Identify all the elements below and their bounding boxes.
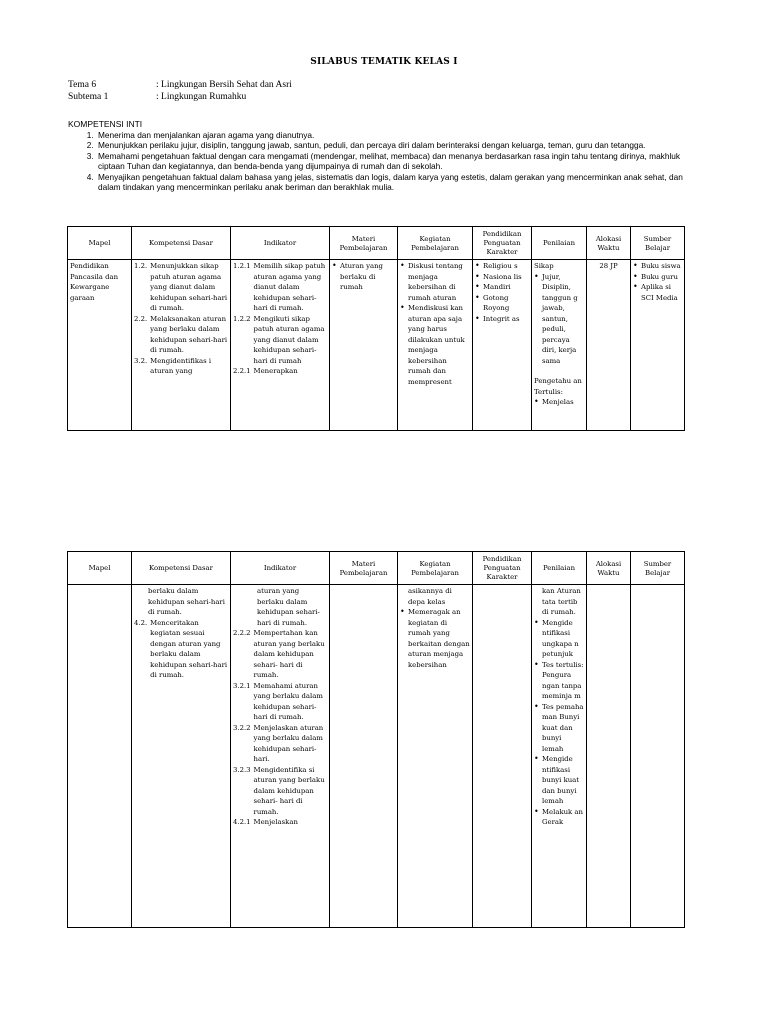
indikator-text: Mengidentifika si aturan yang berlaku dalam kehidupan sehari- hari di rumah.: [253, 765, 325, 816]
ppk-cell: [473, 585, 532, 928]
indikator-num: 1.2.2: [233, 314, 251, 323]
mapel-text: Pendidikan Pancasila dan Kewargane garaan: [70, 262, 119, 302]
alokasi-cell: [587, 260, 631, 431]
penilaian-text: • Melakuk an Gerak: [542, 807, 583, 826]
ppk-item: [475, 314, 529, 325]
indikator-text: Menjelaskan aturan yang berlaku dalam kehidupan sehari- hari.: [253, 723, 324, 763]
kd-text: Mengidentifikas i aturan yang: [150, 356, 212, 375]
indikator-num: 3.2.3: [233, 765, 251, 774]
penilaian-item: [534, 272, 584, 367]
alokasi-text: 28 JP: [599, 262, 618, 270]
kd-text: Menceritakan kegiatan sesuai dengan aturan yang berlaku dalam kehidupan sehari-hari di rumah.: [150, 618, 228, 679]
indikator-item: [233, 314, 327, 367]
ki-item: 1. Menerima dan menjalankan ajaran agama yang dianutnya.: [96, 130, 704, 140]
indikator-num: 4.2.1: [233, 818, 251, 826]
kd-text: Menunjukkan sikap patuh aturan agama yang dianut dalam kehidupan sehari-hari di rumah.: [150, 262, 228, 312]
mapel-cell: [68, 260, 132, 431]
kd-item: [134, 356, 228, 377]
meta-key: Subtema 1: [68, 92, 109, 102]
ki-title: KOMPETENSI INTI: [68, 119, 143, 129]
kegiatan-text: • Memeragak an kegiatan di rumah yang berkaitan dengan aturan menjaga kebersihan: [408, 608, 470, 669]
penilaian-text: • Mengide ntifikasi bunyi kuat dan bunyi lemah: [542, 755, 580, 805]
indikator-cell: [231, 260, 330, 431]
penilaian-text: • Tes pemaha man Bunyi kuat dan bunyi lemah: [542, 702, 584, 753]
penilaian-text: • Jujur, Disiplin, tanggun g jawab, santun, peduli, percaya diri, kerja sama: [542, 272, 578, 365]
header-cell: Kompetensi Dasar: [132, 227, 231, 260]
kd-cell: [132, 585, 231, 928]
sumber-item: [633, 272, 682, 283]
ppk-item: [475, 261, 529, 272]
document-title: SILABUS TEMATIK KELAS I: [310, 57, 458, 67]
kd-text: Melaksanakan aturan yang berlaku dalam kehidupan sehari-hari di rumah.: [150, 314, 228, 354]
materi-cell: [330, 585, 398, 928]
header-cell: Materi Pembelajaran: [330, 227, 398, 260]
header-cell: Sumber Belajar: [631, 552, 685, 585]
meta-subtema: [68, 92, 246, 102]
penilaian-cell: [532, 260, 587, 431]
penilaian-pengetahuan: Pengetahu an Tertulis:: [534, 377, 582, 396]
header-cell: Kompetensi Dasar: [132, 552, 231, 585]
ki-list: [68, 130, 704, 192]
kegiatan-item: [400, 303, 470, 387]
kegiatan-cell: [398, 585, 473, 928]
ppk-text: • Integrit as: [483, 314, 520, 323]
indikator-item: [233, 817, 327, 828]
kd-item: [134, 261, 228, 314]
penilaian-item: [534, 660, 584, 702]
meta-value: : Lingkungan Bersih Sehat dan Asri: [156, 80, 292, 90]
indikator-num: 2.2.1: [233, 367, 251, 375]
alokasi-cell: [587, 585, 631, 928]
indikator-item: [233, 366, 327, 377]
indikator-text: Mempertahan kan aturan yang berlaku dalam kehidupan sehari- hari di rumah.: [253, 629, 325, 679]
penilaian-sikap: Sikap: [534, 262, 554, 270]
indikator-num: 1.2.1: [233, 262, 251, 270]
kd-num: 3.2.: [134, 356, 148, 365]
indikator-num: 3.2.1: [233, 681, 251, 690]
penilaian-item: [534, 397, 584, 408]
ppk-text: • Mandiri: [483, 283, 511, 291]
sumber-cell: [631, 585, 685, 928]
kd-continued: berlaku dalam kehidupan sehari-hari di rumah.: [148, 587, 225, 616]
ppk-item: [475, 272, 529, 283]
kd-item: [134, 618, 228, 681]
meta-tema: [68, 80, 292, 90]
kd-item: [134, 314, 228, 356]
header-cell: Penilaian: [532, 227, 587, 260]
sumber-item: [633, 261, 682, 272]
table-row: [68, 585, 685, 928]
indikator-num: 3.2.2: [233, 723, 251, 732]
header-cell: Penilaian: [532, 552, 587, 585]
kegiatan-item: [400, 261, 470, 303]
penilaian-item: [534, 807, 584, 828]
header-cell: Sumber Belajar: [631, 227, 685, 260]
ki-item: 3. Memahami pengetahuan faktual dengan cara mengamati (mendengar, melihat, membaca) dan menanya berdasarkan rasa ingin tahu tentang dirinya, makhluk ciptaan Tuhan dan kegiatannya, dan benda-benda yang dijumpainya di rumah dan di sekolah.: [96, 151, 704, 172]
penilaian-text: • Menjelas: [542, 398, 574, 406]
header-cell: Pendidikan Penguatan Karakter: [473, 552, 532, 585]
ppk-text: • Gotong Royong: [483, 293, 510, 312]
ppk-item: [475, 282, 529, 293]
header-cell: Alokasi Waktu: [587, 552, 631, 585]
penilaian-text: • Tes tertulis: Pengura ngan tanpa meminja m: [542, 660, 584, 700]
kegiatan-text: • Diskusi tentang menjaga kebersihan di rumah aturan: [408, 262, 463, 302]
penilaian-cell: [532, 585, 587, 928]
penilaian-item: [534, 618, 584, 660]
header-cell: Materi Pembelajaran: [330, 552, 398, 585]
materi-text: • Aturan yang berlaku di rumah: [340, 262, 383, 291]
indikator-text: Menerapkan: [253, 367, 298, 375]
sumber-cell: [631, 260, 685, 431]
penilaian-item: [534, 754, 584, 807]
indikator-text: Menjelaskan: [253, 818, 298, 826]
kegiatan-cell: [398, 260, 473, 431]
kegiatan-text: • Mendiskusi kan aturan apa saja yang harus dilakukan untuk menjaga kebersihan rumah dan mempresent: [408, 304, 465, 386]
indikator-text: Memilih sikap patuh aturan agama yang dianut dalam kehidupan sehari-hari di rumah.: [253, 262, 326, 312]
header-cell: Alokasi Waktu: [587, 227, 631, 260]
kd-cell: [132, 260, 231, 431]
sumber-item: [633, 282, 682, 303]
table-header-row: [68, 552, 685, 585]
ppk-text: • Nasiona lis: [483, 272, 522, 281]
kd-num: 4.2.: [134, 618, 148, 627]
indikator-num: 2.2.2: [233, 629, 251, 637]
header-cell: Kegiatan Pembelajaran: [398, 552, 473, 585]
sumber-text: • Aplika si SCI Media: [641, 283, 678, 302]
penilaian-item: [534, 702, 584, 755]
ppk-cell: [473, 260, 532, 431]
meta-value: : Lingkungan Rumahku: [156, 92, 247, 102]
syllabus-table-2: [67, 551, 685, 928]
table-row: [68, 260, 685, 431]
header-cell: Indikator: [231, 227, 330, 260]
kd-num: 2.2.: [134, 314, 148, 323]
penilaian-continued: kan Aturan tata tertib di rumah.: [542, 587, 581, 616]
meta-key: Tema 6: [68, 80, 97, 90]
kd-num: 1.2.: [134, 262, 148, 270]
indikator-item: [233, 261, 327, 314]
header-cell: Indikator: [231, 552, 330, 585]
materi-item: [332, 261, 395, 293]
ki-item: 4. Menyajikan pengetahuan faktual dalam bahasa yang jelas, sistematis dan logis, dalam karya yang estetis, dalam gerakan yang mencerminkan anak sehat, dan dalam tindakan yang mencerminkan perilaku anak beriman dan berakhlak mulia.: [96, 172, 704, 193]
kegiatan-continued: asikannya di depa kelas: [408, 587, 452, 606]
indikator-item: [233, 723, 327, 765]
header-cell: Mapel: [68, 552, 132, 585]
indikator-continued: aturan yang berlaku dalam kehidupan sehari-hari di rumah.: [257, 587, 320, 627]
header-cell: Pendidikan Penguatan Karakter: [473, 227, 532, 260]
table-header-row: [68, 227, 685, 260]
indikator-item: [233, 628, 327, 681]
sumber-text: • Buku guru: [641, 272, 678, 281]
indikator-item: [233, 681, 327, 723]
header-cell: Mapel: [68, 227, 132, 260]
mapel-cell: [68, 585, 132, 928]
indikator-item: [233, 765, 327, 818]
ki-item: 2. Menunjukkan perilaku jujur, disiplin, tanggung jawab, santun, peduli, dan percaya diri dalam berinteraksi dengan keluarga, teman, guru dan tetangga.: [96, 140, 704, 150]
indikator-text: Mengikuti sikap patuh aturan agama yang dianut dalam kehidupan sehari-hari di rumah: [253, 314, 325, 365]
indikator-cell: [231, 585, 330, 928]
header-cell: Kegiatan Pembelajaran: [398, 227, 473, 260]
kegiatan-item: [400, 607, 470, 670]
materi-cell: [330, 260, 398, 431]
ppk-text: • Religiou s: [483, 262, 518, 270]
indikator-text: Memahami aturan yang berlaku dalam kehidupan sehari- hari di rumah.: [253, 681, 323, 721]
sumber-text: • Buku siswa: [641, 262, 681, 270]
penilaian-text: • Mengide ntifikasi ungkapa n petunjuk: [542, 618, 579, 658]
ppk-item: [475, 293, 529, 314]
syllabus-table-1: [67, 226, 685, 431]
